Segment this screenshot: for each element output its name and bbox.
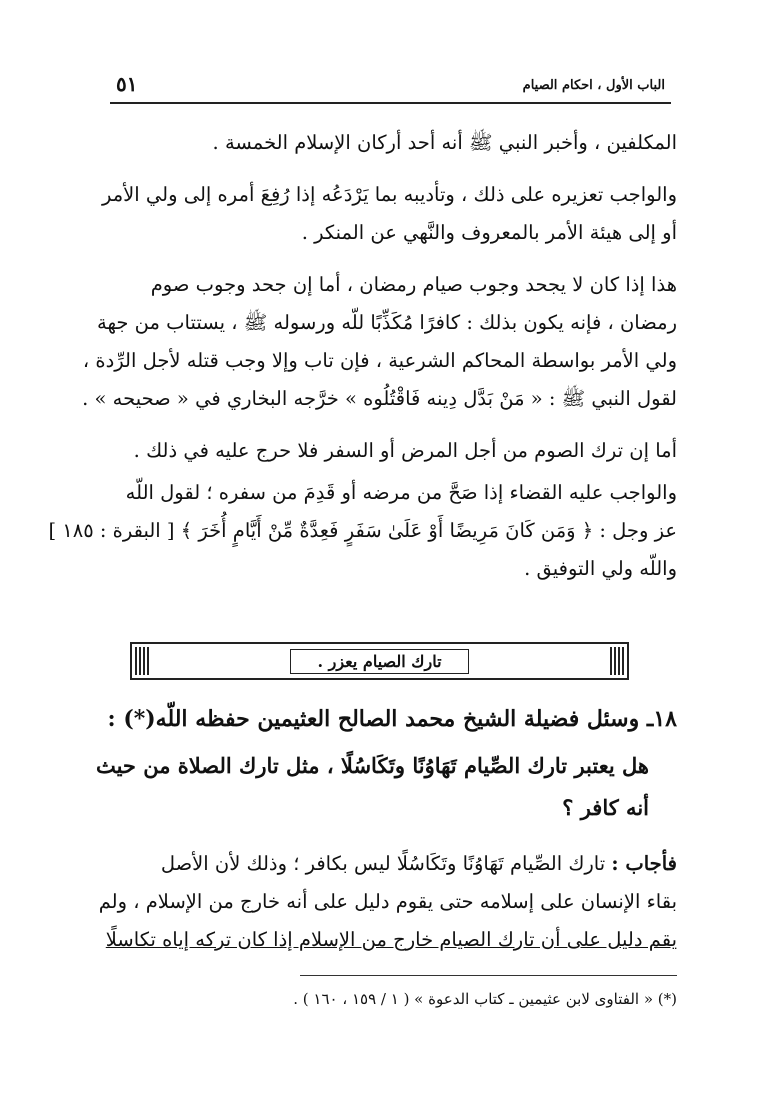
- paragraph-line: واللّه ولي التوفيق .: [524, 557, 677, 580]
- answer-lead: فأجاب :: [611, 852, 677, 875]
- footnote: (*) « الفتاوى لابن عثيمين ـ كتاب الدعوة » ( ١ / ١٥٩ ، ١٦٠ ) .: [293, 990, 677, 1008]
- paragraph-line: أما إن ترك الصوم من أجل المرض أو السفر فلا حرج عليه في ذلك .: [133, 439, 677, 462]
- page-number: ٥١: [116, 72, 138, 96]
- paragraph-line: هذا إذا كان لا يجحد وجوب صيام رمضان ، أما إن جحد وجوب صوم: [150, 273, 677, 296]
- question-line: أنه كافر ؟: [562, 795, 649, 820]
- paragraph-line: أو إلى هيئة الأمر بالمعروف والنَّهي عن المنكر .: [301, 221, 677, 244]
- body-text: [48, 124, 677, 588]
- answer-line: [82, 845, 677, 883]
- running-head: الباب الأول ، احكام الصيام: [522, 78, 665, 93]
- answer-line-rest: تارك الصِّيام تَهَاوُنًا وتَكَاسُلًا ليس بكافر ؛ وذلك لأن الأصل: [160, 852, 612, 875]
- footnote-divider: [300, 975, 677, 976]
- section-title: تارك الصيام يعزر .: [290, 649, 468, 674]
- paragraph-line: رمضان ، فإنه يكون بذلك : كافرًا مُكَذِّبًا للّه ورسوله ﷺ ، يستتاب من جهة: [96, 311, 677, 334]
- paragraph-line: لقول النبي ﷺ : « مَنْ بَدَّل دِينه فَاقْتُلُوه » خرَّجه البخاري في « صحيحه » .: [82, 387, 677, 410]
- paragraph-line: والواجب تعزيره على ذلك ، وتأديبه بما يَرْدَعُه إذا رُفِعَ أمره إلى ولي الأمر: [101, 183, 677, 206]
- paragraph-line: والواجب عليه القضاء إذا صَحَّ من مرضه أو قَدِمَ من سفره ؛ لقول اللّه: [125, 481, 677, 504]
- page-header: [110, 68, 671, 104]
- answer-line: بقاء الإنسان على إسلامه حتى يقوم دليل على أنه خارج من الإسلام ، ولم: [98, 890, 677, 913]
- question-text: [82, 745, 649, 829]
- paragraph-line: المكلفين ، وأخبر النبي ﷺ أنه أحد أركان الإسلام الخمسة .: [212, 131, 677, 154]
- paragraph-line: عز وجل : ﴿ وَمَن كَانَ مَرِيضًا أَوْ عَلَىٰ سَفَرٍ فَعِدَّةٌ مِّنْ أَيَّامٍ أُخَرَ ﴾ [ البقرة : ١٨٥ ]: [48, 519, 677, 542]
- question-heading: ١٨ـ وسئل فضيلة الشيخ محمد الصالح العثيمين حفظه اللّه(*) :: [107, 706, 677, 732]
- answer-text: [82, 845, 677, 959]
- paragraph-line: ولي الأمر بواسطة المحاكم الشرعية ، فإن تاب وإلا وجب قتله لأجل الرِّدة ،: [82, 349, 677, 372]
- question-line: هل يعتبر تارك الصِّيام تَهَاوُنًا وتَكَاسُلًا ، مثل تارك الصلاة من حيث: [95, 753, 649, 778]
- answer-line: يقم دليل على أن تارك الصيام خارج من الإسلام إذا كان تركه إياه تكاسلًا: [105, 928, 677, 951]
- section-banner: [130, 642, 629, 680]
